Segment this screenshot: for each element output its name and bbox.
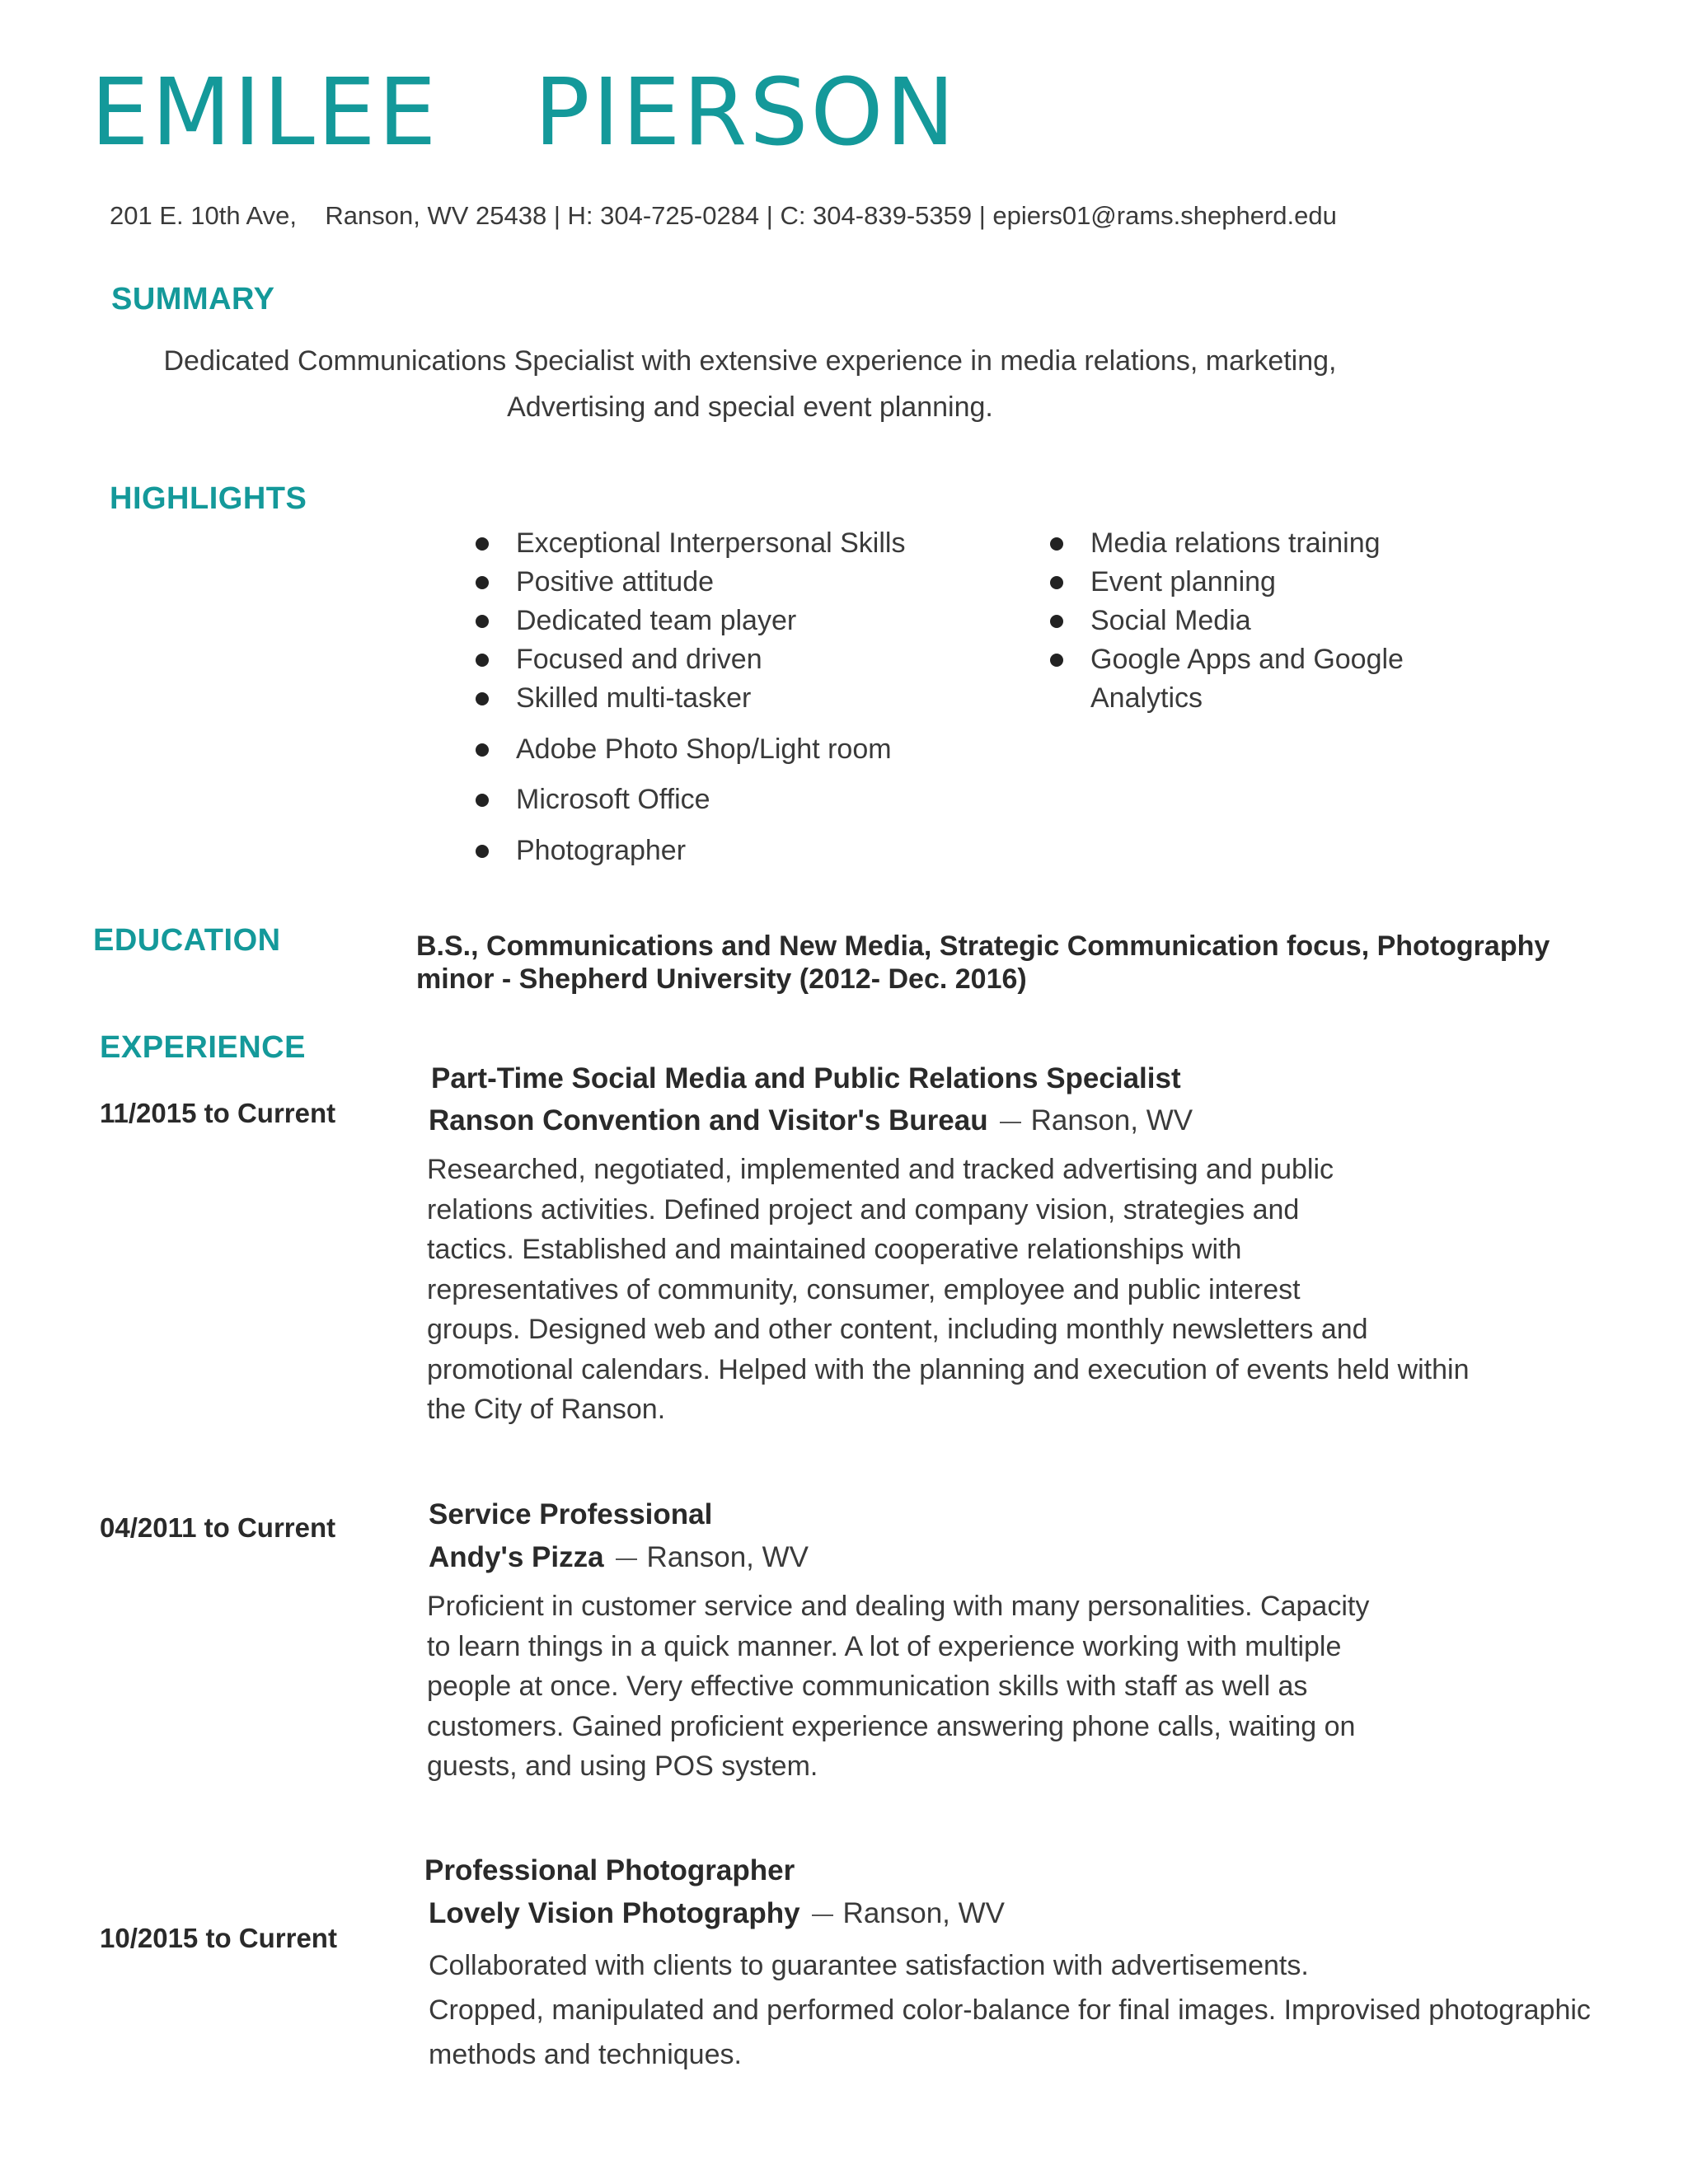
job-dates: 10/2015 to Current xyxy=(100,1923,337,1953)
job-description: Proficient in customer service and dealing with many personalities. Capacity to learn things in a quick manner. A lot of experience working with multiple people at once. Very effective communication skills with staff as well as customers. Gained proficient experience answering phone calls, waiting on guests, and using POS system. xyxy=(427,1591,1370,1782)
list-item: Skilled multi-tasker xyxy=(476,679,1003,718)
dash-separator xyxy=(812,1915,833,1916)
list-item: Media relations training xyxy=(1050,524,1429,563)
bullet-icon xyxy=(1050,615,1063,628)
bullet-icon xyxy=(476,692,489,705)
job-title: Part-Time Social Media and Public Relations Specialist xyxy=(431,1062,1181,1094)
summary-line-1: Dedicated Communications Specialist with extensive experience in media relations, marketing, xyxy=(163,345,1337,377)
employer-location: Ranson, WV xyxy=(646,1541,809,1573)
bullet-icon xyxy=(1050,537,1063,551)
bullet-icon xyxy=(476,576,489,589)
list-item: Adobe Photo Shop/Light room xyxy=(476,730,1003,769)
candidate-name: EMILEE PIERSON xyxy=(91,59,958,166)
bullet-icon xyxy=(476,615,489,628)
list-item: Microsoft Office xyxy=(476,780,1003,819)
bullet-icon xyxy=(476,845,489,858)
job-description: Collaborated with clients to guarantee satisfaction with advertisements. Cropped, manipulated and performed color-balance for final images. Improvised photographic methods and techniques. xyxy=(429,1950,1591,2070)
job-title: Service Professional xyxy=(429,1498,713,1530)
education-heading: EDUCATION xyxy=(93,923,281,958)
dash-separator xyxy=(616,1558,637,1560)
employer-location: Ranson, WV xyxy=(1030,1104,1193,1137)
education-line-2: minor - Shepherd University (2012- Dec. 2016) xyxy=(416,963,1027,995)
employer-location: Ranson, WV xyxy=(842,1897,1006,1929)
highlights-left-list xyxy=(476,524,1003,870)
job-employer xyxy=(429,1104,1193,1137)
job-description: Researched, negotiated, implemented and tracked advertising and public relations activities. Defined project and company vision, strategies and tactics. Established and maintained cooperative relationships with representatives of community, consumer, employee and public interest groups. Designed web and other content, including monthly newsletters and promotional calendars. Helped with the planning and execution of events held within the City of Ranson. xyxy=(427,1154,1470,1425)
bullet-icon xyxy=(476,743,489,757)
list-item: Google Apps and Google Analytics xyxy=(1050,640,1429,718)
dash-separator xyxy=(1000,1122,1021,1123)
bullet-icon xyxy=(476,654,489,667)
list-item: Positive attitude xyxy=(476,563,1003,602)
bullet-icon xyxy=(476,794,489,807)
list-item: Dedicated team player xyxy=(476,602,1003,640)
list-item: Social Media xyxy=(1050,602,1429,640)
list-item: Photographer xyxy=(476,832,1003,870)
list-item: Focused and driven xyxy=(476,640,1003,679)
job-employer xyxy=(429,1897,1005,1930)
bullet-icon xyxy=(476,537,489,551)
list-item: Event planning xyxy=(1050,563,1429,602)
employer-name: Lovely Vision Photography xyxy=(429,1897,800,1929)
summary-text xyxy=(124,338,1376,430)
bullet-icon xyxy=(1050,654,1063,667)
summary-heading: SUMMARY xyxy=(111,282,275,316)
contact-line: 201 E. 10th Ave, Ranson, WV 25438 | H: 304-725-0284 | C: 304-839-5359 | epiers01@rams.shepherd.edu xyxy=(110,201,1337,230)
summary-line-2: Advertising and special event planning. xyxy=(507,391,993,423)
employer-name: Ranson Convention and Visitor's Bureau xyxy=(429,1104,988,1137)
employer-name: Andy's Pizza xyxy=(429,1541,604,1573)
job-dates: 11/2015 to Current xyxy=(100,1098,336,1128)
bullet-icon xyxy=(1050,576,1063,589)
highlights-heading: HIGHLIGHTS xyxy=(110,481,307,516)
experience-heading: EXPERIENCE xyxy=(100,1030,306,1065)
list-item: Exceptional Interpersonal Skills xyxy=(476,524,1003,563)
education-line-1: B.S., Communications and New Media, Strategic Communication focus, Photography xyxy=(416,930,1550,962)
job-dates: 04/2011 to Current xyxy=(100,1512,336,1543)
job-employer xyxy=(429,1541,809,1574)
job-title: Professional Photographer xyxy=(424,1854,795,1886)
highlights-right-list xyxy=(1050,524,1429,718)
education-degree xyxy=(416,930,1628,996)
